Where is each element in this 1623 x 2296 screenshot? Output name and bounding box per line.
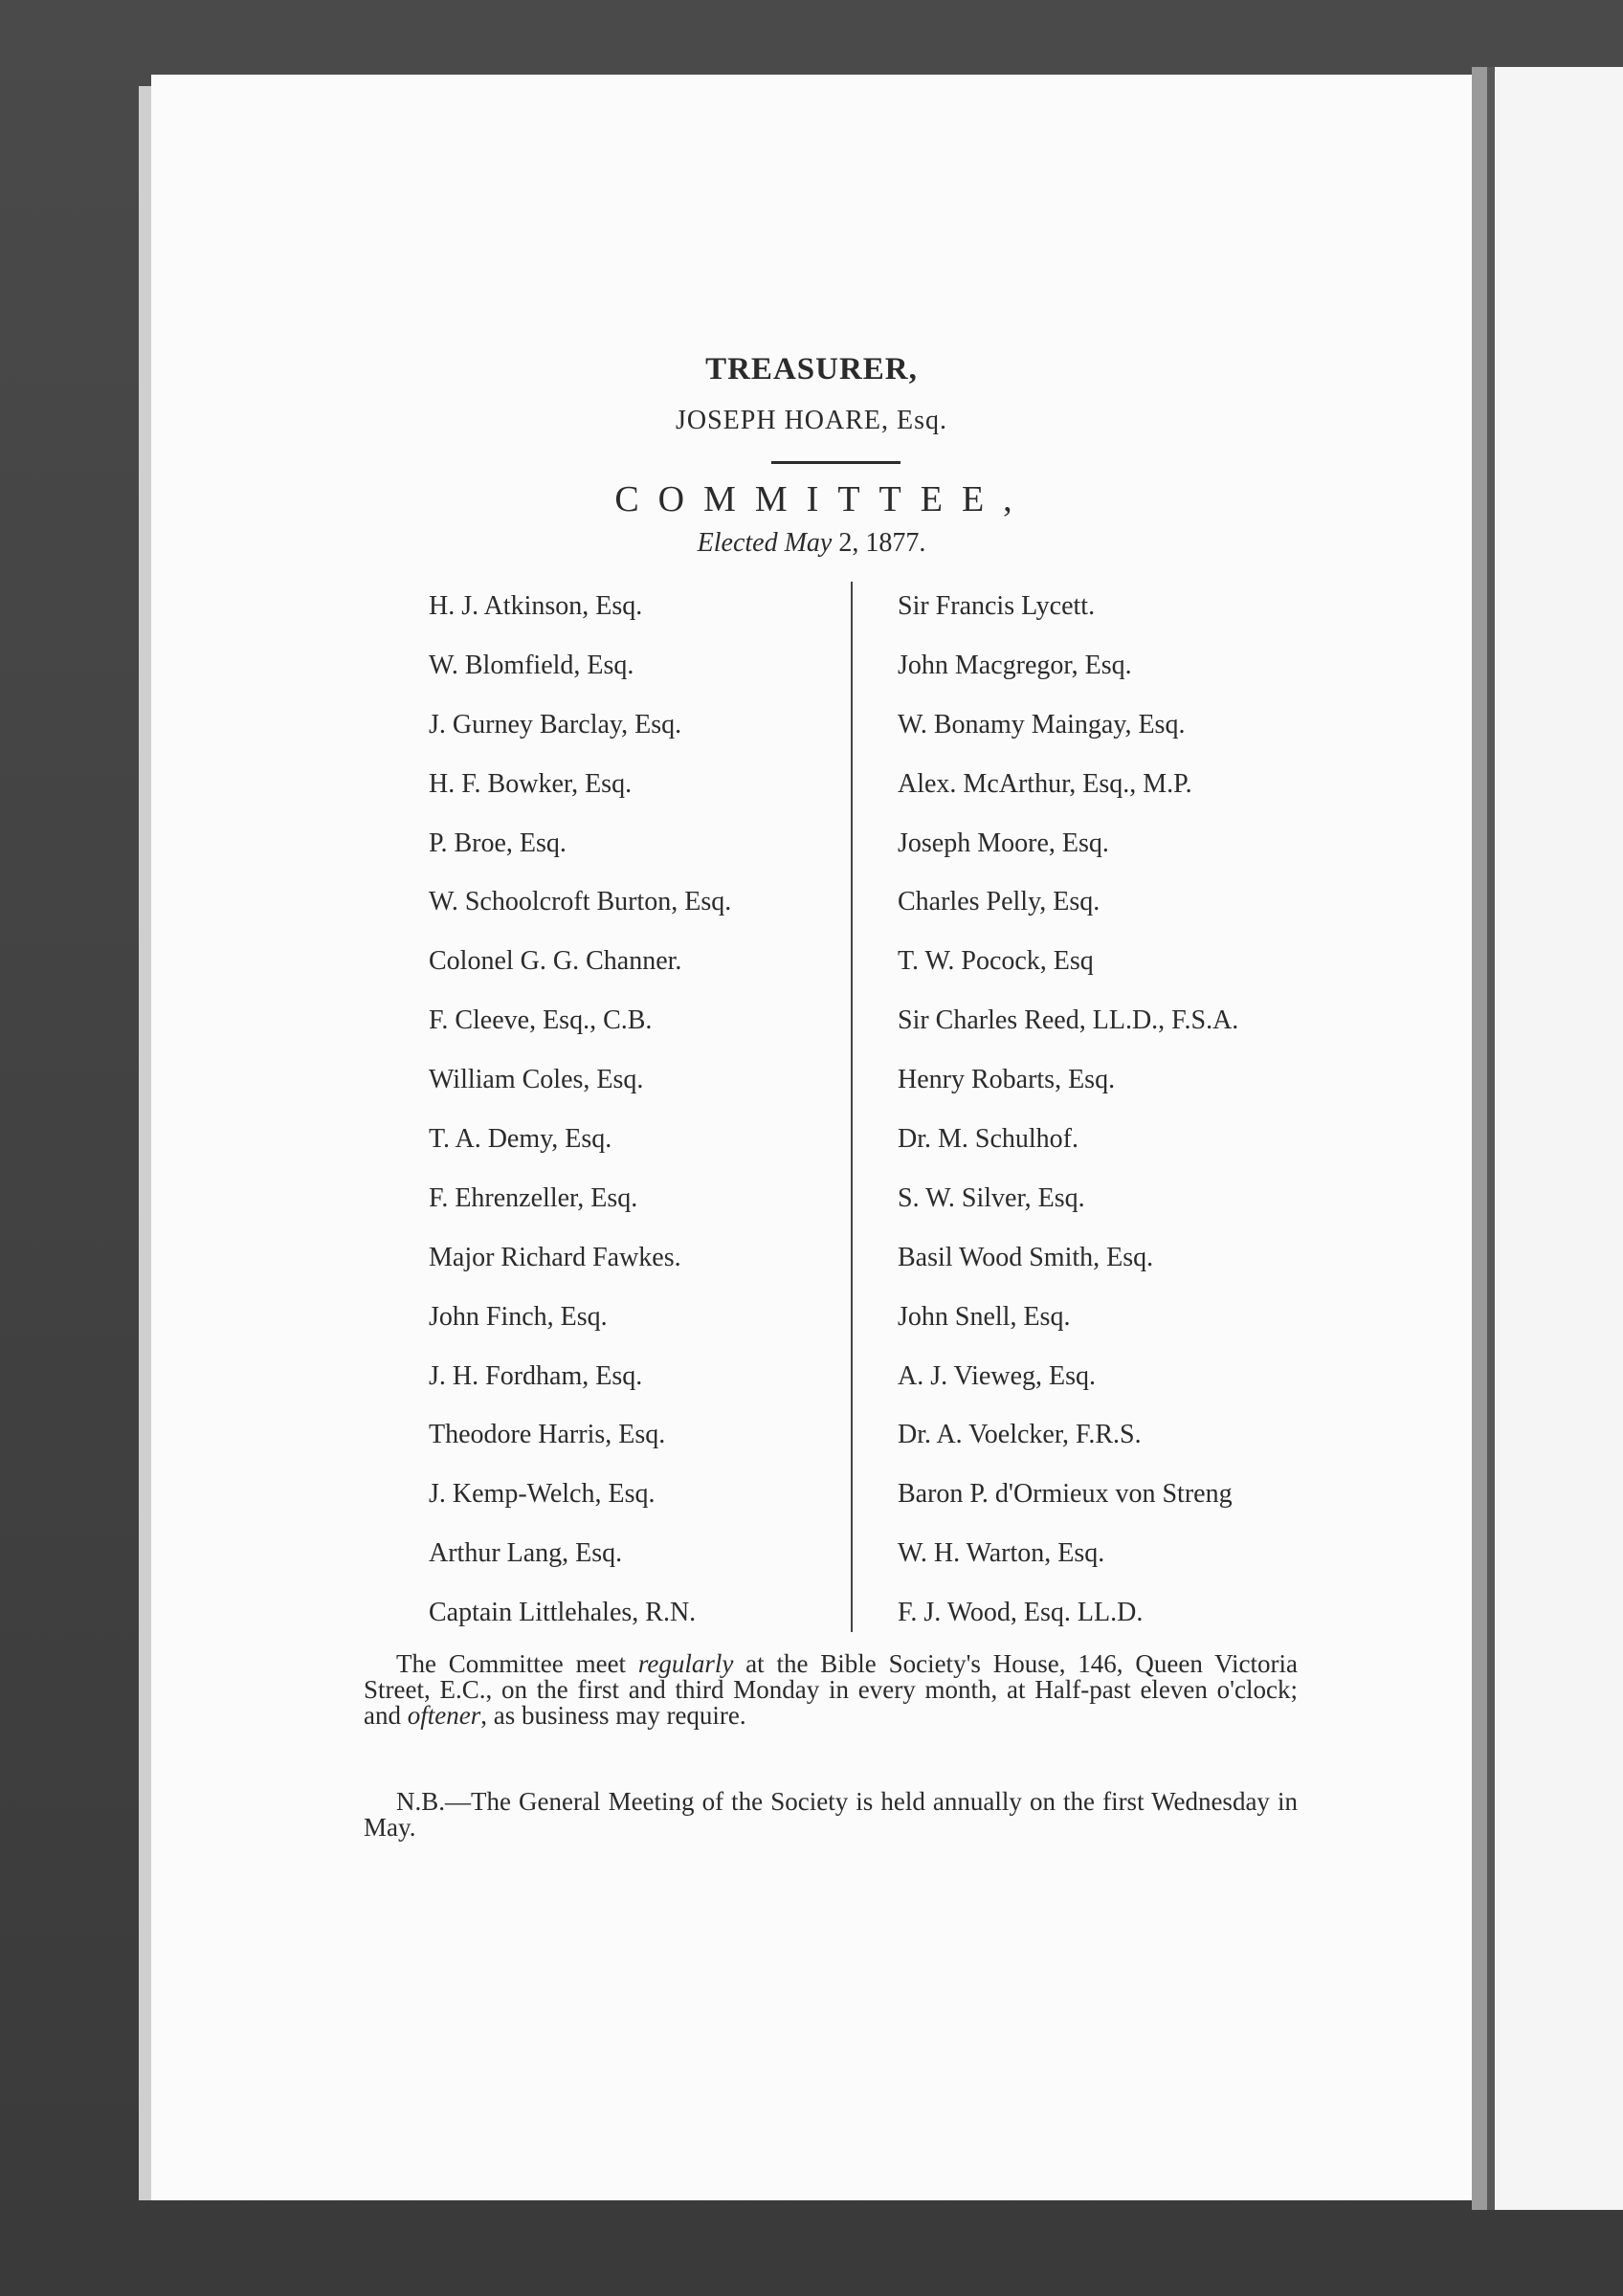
committee-member: Charles Pelly, Esq. — [898, 887, 1101, 917]
divider-rule — [771, 461, 900, 464]
committee-member: Theodore Harris, Esq. — [429, 1420, 666, 1450]
committee-member: Captain Littlehales, R.N. — [429, 1598, 697, 1628]
committee-member: John Macgregor, Esq. — [898, 650, 1132, 680]
meeting-oftener: oftener — [407, 1701, 481, 1730]
treasurer-heading: TREASURER, — [705, 352, 918, 386]
committee-member: Dr. M. Schulhof. — [898, 1124, 1078, 1155]
elected-prefix: Elected May — [697, 528, 833, 558]
committee-member: H. J. Atkinson, Esq. — [429, 591, 643, 621]
committee-member: Dr. A. Voelcker, F.R.S. — [898, 1420, 1142, 1450]
committee-member: W. Bonamy Maingay, Esq. — [898, 709, 1186, 740]
committee-member: Basil Wood Smith, Esq. — [898, 1242, 1154, 1272]
committee-member: F. Ehrenzeller, Esq. — [429, 1182, 638, 1213]
committee-member: F. J. Wood, Esq. LL.D. — [898, 1598, 1144, 1628]
meeting-text-a: The Committee meet — [396, 1649, 638, 1678]
meeting-text-b: at the Bible Society's House, 146, Queen Victoria Street, E.C., on the first and third Monday in every month, at Half-past eleven o'clock; and — [364, 1649, 1298, 1730]
committee-member: Colonel G. G. Channer. — [429, 946, 682, 977]
committee-member: W. Blomfield, Esq. — [429, 650, 634, 680]
column-divider — [851, 582, 853, 1632]
committee-member: Major Richard Fawkes. — [429, 1242, 681, 1272]
committee-member: Alex. McArthur, Esq., M.P. — [898, 768, 1192, 799]
committee-member: Sir Francis Lycett. — [898, 591, 1096, 621]
meeting-schedule-note — [364, 1651, 1298, 1729]
committee-member: Henry Robarts, Esq. — [898, 1065, 1116, 1095]
facing-page-edge — [1487, 67, 1495, 2210]
committee-member: J. H. Fordham, Esq. — [429, 1360, 643, 1391]
elected-date-line — [151, 528, 1472, 559]
committee-member: W. H. Warton, Esq. — [898, 1538, 1105, 1569]
committee-member: W. Schoolcroft Burton, Esq. — [429, 887, 732, 917]
committee-member: F. Cleeve, Esq., C.B. — [429, 1005, 653, 1036]
committee-member: John Snell, Esq. — [898, 1301, 1071, 1332]
committee-member: P. Broe, Esq. — [429, 828, 567, 858]
committee-member: H. F. Bowker, Esq. — [429, 768, 633, 799]
committee-member: J. Kemp-Welch, Esq. — [429, 1479, 656, 1510]
committee-member: A. J. Vieweg, Esq. — [898, 1360, 1097, 1391]
committee-member: S. W. Silver, Esq. — [898, 1182, 1085, 1213]
general-meeting-note: N.B.—The General Meeting of the Society is held annually on the first Wednesday in May. — [364, 1787, 1298, 1842]
facing-page — [1487, 67, 1623, 2210]
committee-member: J. Gurney Barclay, Esq. — [429, 709, 682, 740]
meeting-text-c: , as business may require. — [480, 1701, 746, 1730]
elected-date: 2, 1877. — [832, 528, 926, 558]
committee-member: Joseph Moore, Esq. — [898, 828, 1109, 858]
committee-member: John Finch, Esq. — [429, 1301, 608, 1332]
book-spine — [1472, 67, 1487, 2210]
committee-member: Arthur Lang, Esq. — [429, 1538, 623, 1569]
committee-member: Baron P. d'Ormieux von Streng — [898, 1479, 1233, 1510]
treasurer-name: JOSEPH HOARE, Esq. — [675, 406, 948, 435]
meeting-regularly: regularly — [637, 1649, 734, 1678]
committee-member: Sir Charles Reed, LL.D., F.S.A. — [898, 1005, 1239, 1036]
committee-heading: COMMITTEE, — [614, 479, 1032, 519]
committee-member: T. W. Pocock, Esq — [898, 946, 1094, 977]
committee-member: William Coles, Esq. — [429, 1065, 644, 1095]
committee-right-column — [898, 587, 1319, 1653]
committee-member: T. A. Demy, Esq. — [429, 1124, 612, 1155]
